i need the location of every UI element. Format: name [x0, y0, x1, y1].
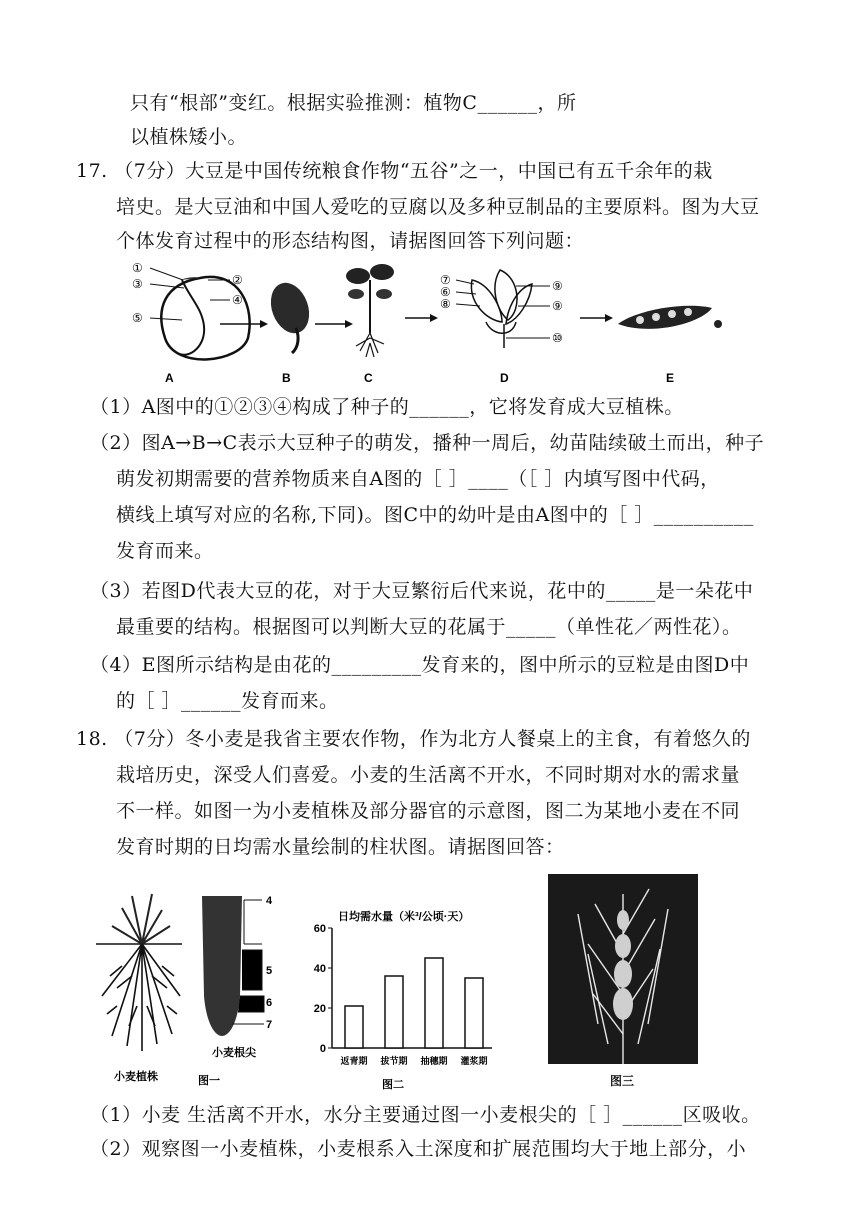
seedling-c	[346, 264, 394, 357]
marker-d9b: ⑨	[552, 299, 563, 313]
sub-question-2: 发育而来。	[116, 540, 214, 562]
question-18-sub-2: （2）观察图一小麦植株，小麦根系入土深度和扩展范围均大于地上部分，小	[90, 1138, 747, 1160]
label-a: A	[165, 371, 174, 385]
pod-e	[618, 306, 722, 329]
marker-a1: ①	[132, 261, 143, 275]
figure-2-caption: 图二	[382, 1079, 404, 1091]
marker-d6: ⑥	[440, 285, 451, 299]
bar	[425, 958, 443, 1048]
tip-marker-6: 6	[266, 997, 273, 1009]
wheat-ear-photo	[548, 874, 698, 1064]
label-e: E	[666, 371, 675, 385]
marker-d8: ⑧	[440, 297, 451, 311]
x-tick-label: 拔节期	[380, 1056, 408, 1066]
figure-3-caption: 图三	[610, 1074, 635, 1088]
y-tick-label: 0	[319, 1043, 326, 1055]
question-18-line: 发育时期的日均需水量绘制的柱状图。请据图回答：	[116, 836, 565, 858]
marker-a5: ⑤	[132, 311, 143, 325]
soybean-development-figure	[120, 258, 740, 386]
sub-question-2: 萌发初期需要的营养物质来自A图的［ ］____（［ ］内填写图中代码，	[116, 468, 720, 490]
marker-d7: ⑦	[440, 273, 451, 287]
y-tick-label: 40	[313, 963, 326, 975]
germinating-seed-b	[264, 277, 316, 353]
sub-question-4: 的［ ］______发育而来。	[116, 690, 339, 712]
sub-question-3: （3）若图D代表大豆的花，对于大豆繁衍后代来说，花中的_____是一朵花中	[90, 580, 754, 602]
sub-question-4: （4）E图所示结构是由花的_________发育来的，图中所示的豆粒是由图D中	[90, 654, 750, 676]
x-tick-label: 返青期	[340, 1056, 368, 1066]
marker-a2: ②	[232, 273, 243, 287]
question-17-line: 培史。是大豆油和中国人爱吃的豆腐以及多种豆制品的主要原料。图为大豆	[116, 196, 760, 218]
label-b: B	[282, 371, 291, 385]
x-tick-label: 灌浆期	[460, 1056, 488, 1066]
label-d: D	[500, 371, 509, 385]
x-tick-label: 抽穗期	[420, 1056, 448, 1066]
text-line: 只有“根部”变红。根据实验推测：植物C______，所	[130, 92, 577, 114]
wheat-tip-label: 小麦根尖	[212, 1047, 256, 1059]
y-tick-label: 60	[313, 923, 326, 935]
bar	[345, 1006, 363, 1048]
sub-question-2: （2）图A→B→C表示大豆种子的萌发，播种一周后，幼苗陆续破土而出，种子	[90, 432, 765, 454]
y-tick-label: 20	[313, 1003, 326, 1015]
flower-d	[440, 270, 563, 348]
marker-d10: ⑩	[552, 331, 563, 345]
text-line: 以植株矮小。	[130, 126, 248, 148]
question-18-sub-1: （1）小麦 生活离不开水，水分主要通过图一小麦根尖的［ ］______区吸收。	[90, 1104, 761, 1126]
marker-a3: ③	[132, 277, 143, 291]
wheat-plant-figure	[92, 886, 302, 1086]
marker-a4: ④	[232, 293, 243, 307]
question-18-line: 不一样。如图一为小麦植株及部分器官的示意图，图二为某地小麦在不同	[116, 800, 741, 822]
tip-marker-4: 4	[266, 895, 273, 907]
question-18-line: 栽培历史，深受人们喜爱。小麦的生活离不开水，不同时期对水的需求量	[116, 764, 741, 786]
wheat-ear-texture	[548, 874, 698, 1064]
bar	[465, 978, 483, 1048]
marker-d9a: ⑨	[552, 279, 563, 293]
question-17-line: 17. （7分）大豆是中国传统粮食作物“五谷”之一，中国已有五千余年的栽	[76, 160, 713, 182]
chart-title: 日均需水量（米³/公顷·天）	[338, 911, 470, 923]
wheat-plant-label: 小麦植株	[114, 1071, 158, 1083]
sub-question-1: （1）A图中的①②③④构成了种子的______，它将发育成大豆植株。	[90, 396, 684, 418]
question-18-line: 18. （7分）冬小麦是我省主要农作物，作为北方人餐桌上的主食，有着悠久的	[76, 728, 751, 750]
sub-question-3: 最重要的结构。根据图可以判断大豆的花属于_____（单性花／两性花）。	[116, 616, 742, 638]
question-17-line: 个体发育过程中的形态结构图，请据图回答下列问题：	[116, 230, 585, 252]
water-need-bar-chart	[310, 906, 510, 1096]
bar	[385, 976, 403, 1048]
label-c: C	[364, 371, 373, 385]
tip-marker-5: 5	[266, 965, 273, 977]
sub-question-2: 横线上填写对应的名称,下同)。图C中的幼叶是由A图中的［ ］__________	[116, 504, 754, 526]
soybean-seed-diagram-a	[132, 261, 250, 359]
tip-marker-7: 7	[266, 1019, 273, 1031]
figure-1-caption: 图一	[198, 1075, 220, 1086]
